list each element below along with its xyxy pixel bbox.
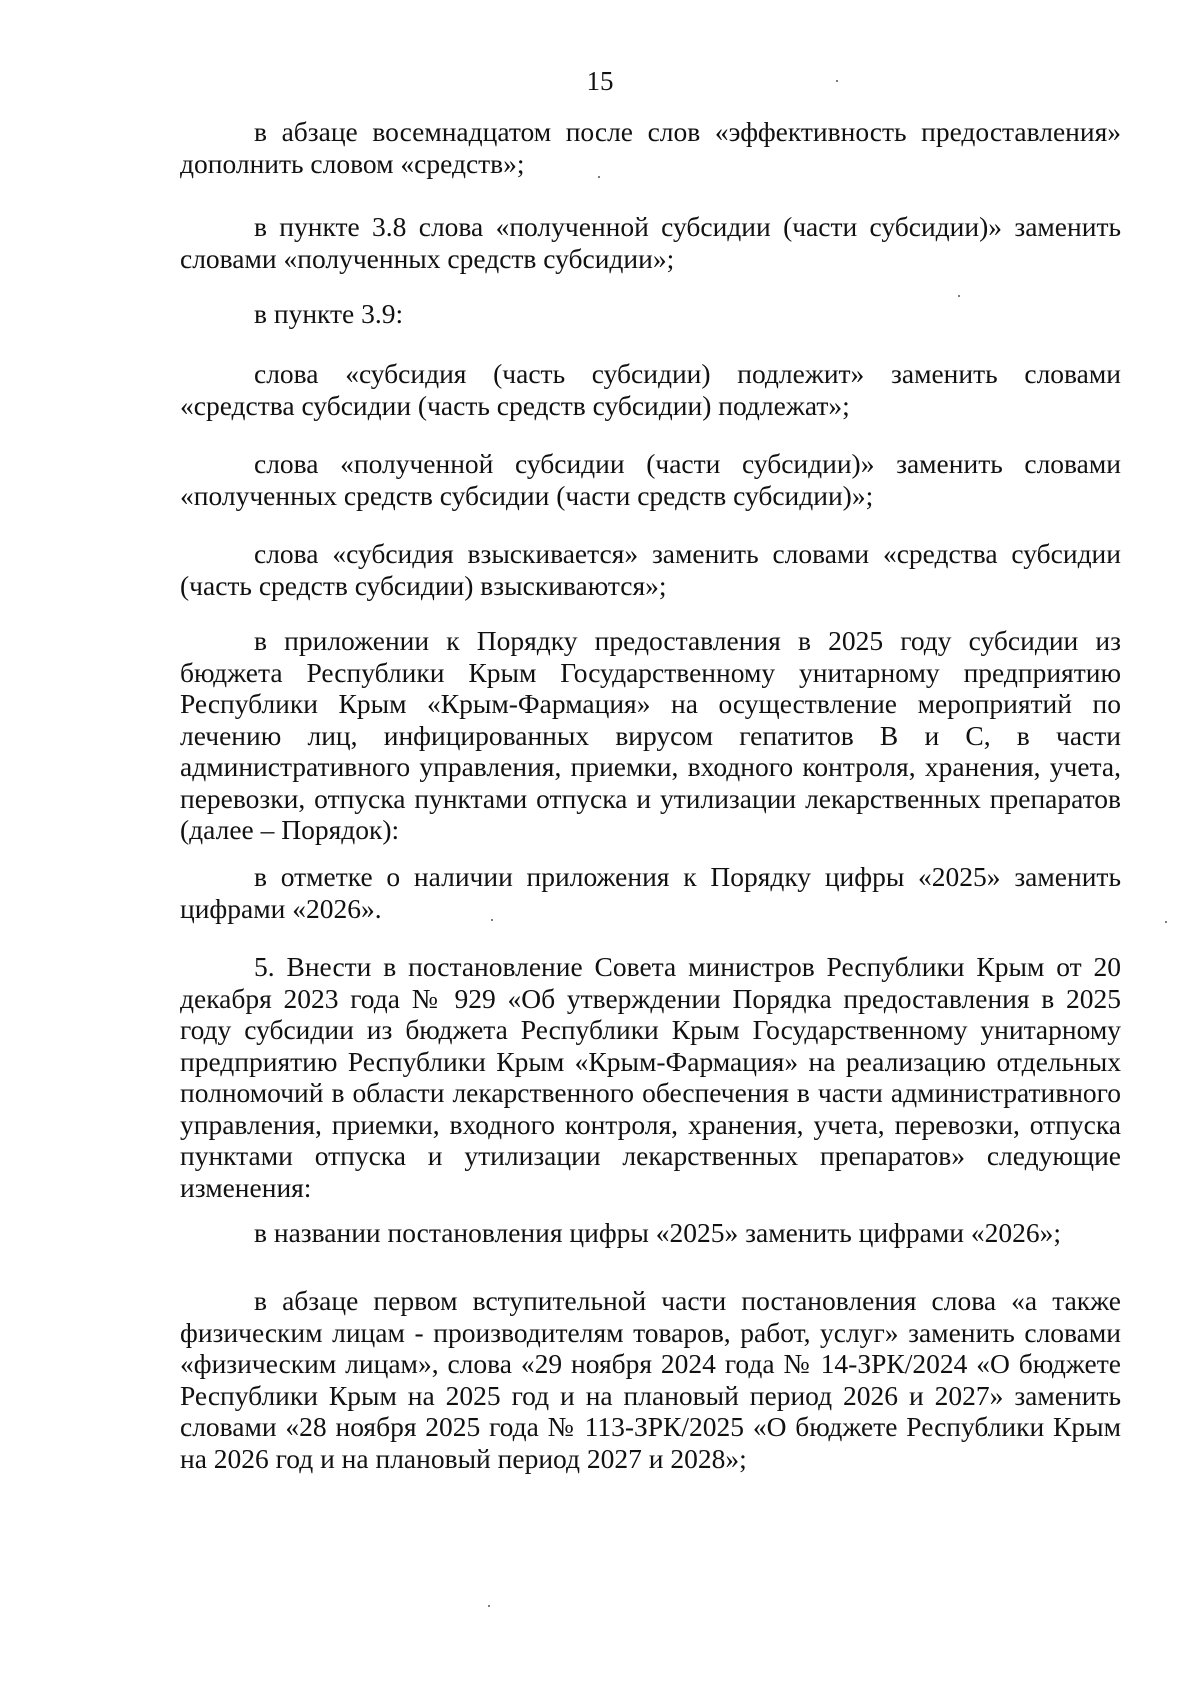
paragraph-item-5-amend-resolution: 5. Внести в постановление Совета министров Республики Крым от 20 декабря 2023 года № 929 «Об утверждении Порядка предоставления в 2025 году субсидии из бюджета Республики Крым Государственному унитарному предприятию Республики Крым «Крым-Фармация» на реализацию отдельных полномочий в области лекарственного обеспечения в части административного управления, приемки, входного контроля, хранения, учета, перевозки, отпуска пунктами отпуска и утилизации лекарственных препаратов» следующие изменения: <box>180 951 1121 1203</box>
paragraph-appendix-mark: в отметке о наличии приложения к Порядку цифры «2025» заменить цифрами «2026». <box>180 861 1121 924</box>
paragraph-appendix-to-procedure: в приложении к Порядку предоставления в 2025 году субсидии из бюджета Республики Крым Государственному унитарному предприятию Республики Крым «Крым-Фармация» на осуществление мероприятий по лечению лиц, инфицированных вирусом гепатитов В и С, в части административного управления, приемки, входного контроля, хранения, учета, перевозки, отпуска пунктами отпуска и утилизации лекарственных препаратов (далее – Порядок): <box>180 625 1121 845</box>
paragraph-item-3-8: в пункте 3.8 слова «полученной субсидии (части субсидии)» заменить словами «полученных средств субсидии»; <box>180 211 1121 274</box>
scan-speck <box>598 176 600 178</box>
scan-speck <box>1165 921 1167 923</box>
paragraph-resolution-title: в названии постановления цифры «2025» заменить цифрами «2026»; <box>254 1217 1062 1248</box>
paragraph-item-3-9: в пункте 3.9: <box>254 298 404 329</box>
scan-speck <box>836 80 838 82</box>
scan-speck <box>491 919 493 921</box>
paragraph-words-subsidy-subject: слова «субсидия (часть субсидии) подлежит» заменить словами «средства субсидии (часть средств субсидии) подлежат»; <box>180 358 1121 421</box>
paragraph-paragraph-18: в абзаце восемнадцатом после слов «эффективность предоставления» дополнить словом «средств»; <box>180 116 1121 179</box>
paragraph-first-paragraph-preamble: в абзаце первом вступительной части постановления слова «а также физическим лицам - производителям товаров, работ, услуг» заменить словами «физическим лицам», слова «29 ноября 2024 года № 14-ЗРК/2024 «О бюджете Республики Крым на 2025 год и на плановый период 2026 и 2027» заменить словами «28 ноября 2025 года № 113-ЗРК/2025 «О бюджете Республики Крым на 2026 год и на плановый период 2027 и 2028»; <box>180 1285 1121 1474</box>
scan-speck <box>958 295 960 297</box>
page-number: 15 <box>586 66 614 96</box>
paragraph-words-received-subsidy: слова «полученной субсидии (части субсидии)» заменить словами «полученных средств субсидии (части средств субсидии)»; <box>180 448 1121 511</box>
paragraph-words-subsidy-recovered: слова «субсидия взыскивается» заменить словами «средства субсидии (часть средств субсидии) взыскиваются»; <box>180 538 1121 601</box>
scan-speck <box>488 1605 490 1607</box>
